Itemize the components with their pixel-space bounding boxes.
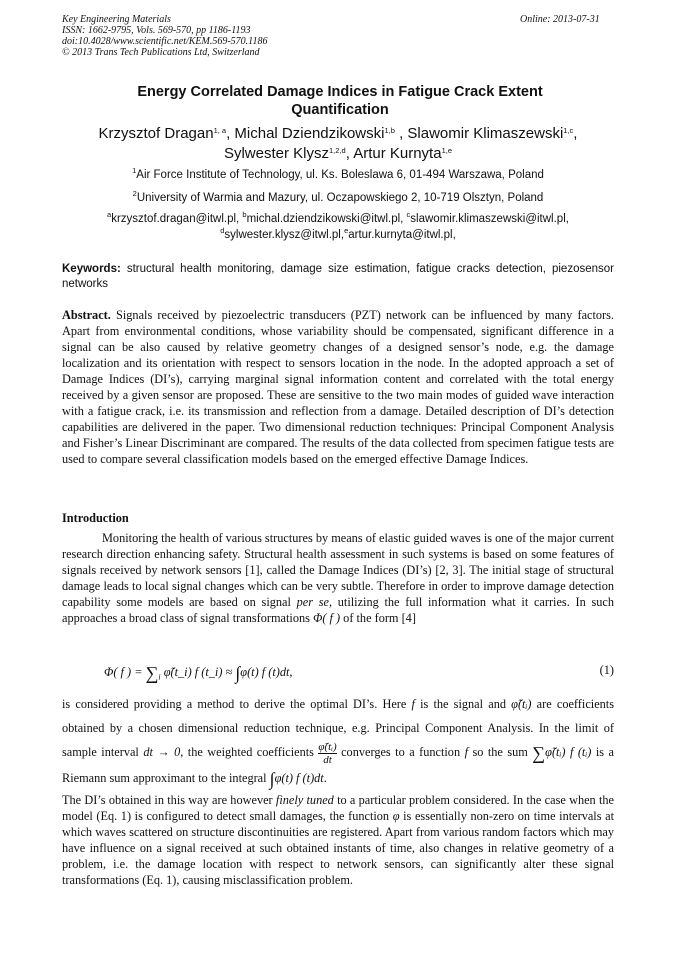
emphasis-text: per se [296, 595, 329, 609]
paragraph-text: , the weighted coefficients [180, 745, 319, 759]
paragraph-text: is the signal and [414, 697, 512, 711]
paragraph-text: of the form [4] [340, 611, 416, 625]
issn-line: ISSN: 1662-9795, Vols. 569-570, pp 1186-1193 [62, 25, 251, 36]
author-name: Sylwester Klysz [223, 145, 329, 162]
copyright-line: © 2013 Trans Tech Publications Ltd, Switzerland [62, 47, 260, 58]
equation-1 [62, 660, 614, 688]
email-link[interactable]: krzysztof.dragan@itwl.pl, [111, 213, 240, 225]
sum-symbol: ∑ [145, 663, 159, 683]
email-list [62, 211, 614, 243]
inline-fraction [318, 741, 336, 766]
inline-math: φ̃(tᵢ) f (tᵢ) [545, 745, 592, 759]
inline-math: f [464, 745, 468, 759]
inline-math: φ(t) f (t)dt [274, 770, 324, 785]
keywords-label: Keywords: [62, 263, 121, 275]
sum-index: i [158, 672, 161, 682]
affil-text: Air Force Institute of Technology, ul. Ks. Boleslawa 6, 01-494 Warszawa, Poland [136, 169, 544, 181]
email-link[interactable]: sylwester.klysz@itwl.pl, [224, 229, 345, 241]
author-affil-marker: 1,c [563, 126, 574, 135]
intro-paragraph-1 [62, 530, 614, 626]
email-marker: c [406, 210, 411, 219]
abstract-text: Signals received by piezoelectric transducers (PZT) network can be influenced by many factors. Apart from environmental conditions, whose variability should be compensated, significant difference in a signal can be also caused by relative geometry changes of a designed sensor’s node, e.g. the damage localization and its orientation with respect to sensors location in the node. In the adopted approach a set of Damage Indices (DI’s), carrying marginal signal information content and correlated with the total energy received by a given sensor are proposed. These are sensitive to the two main modes of guided wave interaction with a fatigue crack, i.e. its transmission and reflection from a damage. Detailed description of DI’s detection capabilities are delivered in the paper. Two dimensional reduction techniques: Principal Component Analysis and Fisher’s Linear Discriminant are compared. The results of the data collected from specimen fatigue tests are used to compare several classification models based on the emerged effective Damage Indices. [62, 308, 614, 466]
inline-math: f [411, 697, 415, 711]
inline-sum [532, 743, 592, 763]
online-date: Online: 2013-07-31 [520, 14, 600, 25]
paper-title: Energy Correlated Damage Indices in Fatigue Crack Extent Quantification [137, 84, 543, 118]
keywords-block [62, 262, 614, 292]
author-name: Krzysztof Dragan [98, 125, 214, 142]
paragraph-text: to a particular problem considered. In the case when the model (Eq. 1) is configured to detect small damages, the function [62, 793, 614, 823]
email-marker: a [107, 210, 112, 219]
integral-symbol: ∫ [269, 768, 275, 789]
author-name: Michal Dziendzikowski [234, 125, 385, 142]
email-marker: e [344, 226, 349, 235]
abstract-block [62, 307, 614, 467]
emphasis-text: finely tuned [275, 793, 334, 807]
inline-math: dt → 0 [143, 745, 181, 759]
author-affil-marker: 1,2,d [329, 146, 346, 155]
eq-sum-body: φ̃(t_i) f (t_i) ≈ [163, 665, 236, 679]
eq-lhs: Φ( f ) = [104, 665, 146, 679]
equation-expression [104, 663, 293, 684]
affil-marker: 2 [132, 189, 137, 198]
fraction-denominator: dt [318, 753, 336, 766]
author-name: Artur Kurnyta [353, 145, 442, 162]
paragraph-text: Monitoring the health of various structures by means of elastic guided waves is one of the major current research direction enhancing safety. Structural health assessment in such systems is based on some features of signals received by network sensors [1], called the Damage Indices (DI’s) [2, 3]. The initial stage of structural damage leads to local signal changes which can be very subtle. Therefore in order to improve damage detection capability some models are based on signal [62, 531, 614, 609]
inline-math: φ̃(tᵢ) [511, 697, 532, 711]
integral-symbol: ∫ [235, 663, 241, 683]
author-affil-marker: 1, a [213, 126, 227, 135]
paragraph-text: converges to a function [336, 745, 465, 759]
author-affil-marker: 1,b [384, 126, 395, 135]
paragraph-text: is a Riemann sum approximant to the integral [62, 745, 614, 785]
email-link[interactable]: slawomir.klimaszewski@itwl.pl, [410, 213, 569, 225]
paragraph-text: so the sum [467, 745, 533, 759]
author-name: Slawomir Klimaszewski [407, 125, 564, 142]
eq-integral-body: φ(t) f (t)dt, [240, 665, 293, 679]
paragraph-text: . [323, 770, 327, 785]
affil-text: University of Warmia and Mazury, ul. Oczapowskiego 2, 10-719 Olsztyn, Poland [136, 192, 544, 204]
inline-integral [269, 768, 324, 789]
paragraph-text: is essentially non-zero on time intervals at which waves scattered on structure discontinuities are registered. Apart from various random factors which may have influence on a signal received at such obtained instants of time, also changes in relative geometry of a problem, i.e. the damage location with respect to network sensors, can significantly alter these signal transformations (Eq. 1), causing misclassification problem. [62, 809, 614, 887]
keywords-text: structural health monitoring, damage size estimation, fatigue cracks detection, piezosensor networks [62, 263, 614, 290]
author-affil-marker: 1,e [441, 146, 453, 155]
paragraph-text: are coefficients obtained by a chosen dimensional reduction technique, e.g. Principal Component Analysis. In the limit of sample interval [62, 697, 614, 759]
affil-marker: 1 [132, 166, 137, 175]
intro-paragraph-3 [62, 792, 614, 888]
equation-number: (1) [599, 663, 614, 677]
intro-paragraph-2 [62, 692, 614, 791]
author-list: Krzysztof Dragan$^{1, a}$, Michal Dziendzikowski$^{1,b}$ , Slawomir Klimaszewski$^{1,c}$, Sylwester Klysz$^{1,2,d}$, Artur Kurnyta$^{1,e}$ [98, 125, 578, 162]
affiliation-1 [62, 168, 614, 182]
email-marker: d [220, 226, 225, 235]
inline-math: Φ( f ) [312, 611, 341, 625]
fraction-numerator: φ̃(tᵢ) [318, 740, 337, 753]
inline-math: φ [392, 809, 400, 823]
doi-line: doi:10.4028/www.scientific.net/KEM.569-570.1186 [62, 36, 268, 47]
journal-header [62, 14, 267, 58]
journal-name: Key Engineering Materials [62, 14, 171, 25]
abstract-label: Abstract. [62, 308, 111, 322]
paragraph-text: , utilizing the full information what it carries. In such approaches a broad class of signal transformations [62, 595, 614, 625]
paragraph-text: is considered providing a method to derive the optimal DI’s. Here [62, 697, 412, 711]
sum-symbol: ∑ [532, 743, 546, 763]
affiliation-2 [62, 191, 614, 205]
email-link[interactable]: michal.dziendzikowski@itwl.pl, [246, 213, 404, 225]
email-link[interactable]: artur.kurnyta@itwl.pl, [348, 229, 456, 241]
email-marker: b [242, 210, 247, 219]
section-heading-introduction: Introduction [62, 511, 129, 525]
paragraph-text: The DI’s obtained in this way are however [62, 793, 276, 807]
